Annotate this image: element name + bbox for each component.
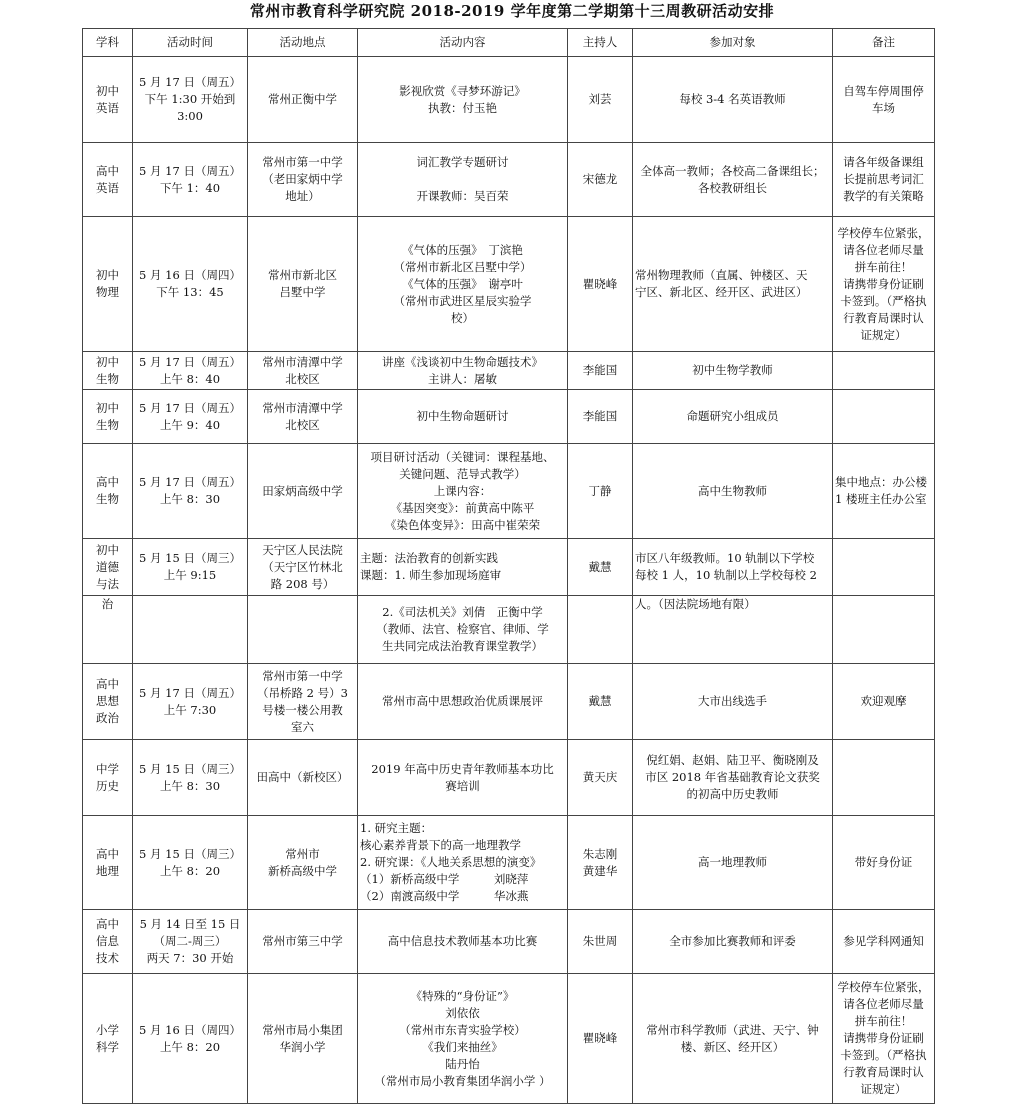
cell-content: 讲座《浅谈初中生物命题技术》 主讲人：屠敏 [358, 352, 568, 390]
cell-host: 朱世周 [568, 910, 633, 974]
cell-note [833, 596, 935, 664]
cell-host: 戴慧 [568, 664, 633, 740]
cell-subject: 高中 英语 [83, 143, 133, 217]
cell-subject: 高中 思想 政治 [83, 664, 133, 740]
cell-host: 宋德龙 [568, 143, 633, 217]
cell-content: 词汇教学专题研讨 开课教师：吴百荣 [358, 143, 568, 217]
cell-content: 高中信息技术教师基本功比赛 [358, 910, 568, 974]
table-row [83, 143, 935, 217]
cell-note: 学校停车位紧张， 请各位老师尽量 拼车前往！ 请携带身份证刷 卡签到。（严格执 行教育局课时认 证规定） [833, 974, 935, 1104]
cell-note: 集中地点：办公楼 1 楼班主任办公室 [833, 444, 935, 539]
cell-participants: 人。（因法院场地有限） [633, 596, 833, 664]
cell-content: 初中生物命题研讨 [358, 390, 568, 444]
cell-participants: 初中生物学教师 [633, 352, 833, 390]
cell-subject: 初中 生物 [83, 390, 133, 444]
cell-host: 李能国 [568, 352, 633, 390]
cell-content: 2019 年高中历史青年教师基本功比 赛培训 [358, 740, 568, 816]
cell-time: 5 月 17 日（周五） 上午 8：30 [133, 444, 248, 539]
cell-participants: 常州物理教师（直属、钟楼区、天 宁区、新北区、经开区、武进区） [633, 217, 833, 352]
schedule-table [82, 28, 935, 1104]
cell-place: 常州市局小集团 华润小学 [248, 974, 358, 1104]
cell-note: 学校停车位紧张， 请各位老师尽量 拼车前往！ 请携带身份证刷 卡签到。（严格执 行教育局课时认 证规定） [833, 217, 935, 352]
cell-host [568, 596, 633, 664]
cell-content: 影视欣赏《寻梦环游记》 执教：付玉艳 [358, 57, 568, 143]
header-participants: 参加对象 [633, 29, 833, 57]
table-row [83, 596, 935, 664]
table-row [83, 740, 935, 816]
cell-participants: 每校 3-4 名英语教师 [633, 57, 833, 143]
table-row [83, 664, 935, 740]
cell-time [133, 596, 248, 664]
cell-participants: 倪红娟、赵娟、陆卫平、衡晓刚及 市区 2018 年省基础教育论文获奖 的初高中历史教师 [633, 740, 833, 816]
cell-host: 瞿晓峰 [568, 974, 633, 1104]
cell-host: 李能国 [568, 390, 633, 444]
table-row [83, 217, 935, 352]
table-row [83, 352, 935, 390]
cell-host: 戴慧 [568, 539, 633, 596]
cell-content: 1. 研究主题： 核心素养背景下的高一地理教学 2. 研究课：《人地关系思想的演变》 （1）新桥高级中学 刘晓萍 （2）南渡高级中学 华冰燕 [358, 816, 568, 910]
cell-note: 带好身份证 [833, 816, 935, 910]
cell-place: 田高中（新校区） [248, 740, 358, 816]
cell-participants: 全市参加比赛教师和评委 [633, 910, 833, 974]
cell-time: 5 月 15 日（周三） 上午 8：20 [133, 816, 248, 910]
cell-note [833, 390, 935, 444]
cell-subject: 高中 地理 [83, 816, 133, 910]
table-row [83, 57, 935, 143]
cell-time: 5 月 17 日（周五） 下午 1:30 开始到 3:00 [133, 57, 248, 143]
cell-content: 《气体的压强》 丁滨艳 （常州市新北区吕墅中学） 《气体的压强》 谢亭叶 （常州市武进区星辰实验学 校） [358, 217, 568, 352]
cell-host: 刘芸 [568, 57, 633, 143]
table-row [83, 910, 935, 974]
cell-content: 《特殊的“身份证”》 刘依依 （常州市东青实验学校） 《我们来抽丝》 陆丹怡 （常州市局小教育集团华润小学 ） [358, 974, 568, 1104]
cell-content: 常州市高中思想政治优质课展评 [358, 664, 568, 740]
cell-time: 5 月 14 日至 15 日 （周二-周三） 两天 7：30 开始 [133, 910, 248, 974]
cell-host: 黄天庆 [568, 740, 633, 816]
cell-note: 自驾车停周围停 车场 [833, 57, 935, 143]
header-time: 活动时间 [133, 29, 248, 57]
cell-place [248, 596, 358, 664]
cell-time: 5 月 16 日（周四） 下午 13：45 [133, 217, 248, 352]
cell-place: 常州市 新桥高级中学 [248, 816, 358, 910]
cell-host: 瞿晓峰 [568, 217, 633, 352]
cell-place: 常州市清潭中学 北校区 [248, 352, 358, 390]
cell-note: 请各年级备课组 长提前思考词汇 教学的有关策略 [833, 143, 935, 217]
table-row [83, 974, 935, 1104]
table-row [83, 539, 935, 596]
cell-host: 丁静 [568, 444, 633, 539]
cell-place: 常州市第一中学 （老田家炳中学 地址） [248, 143, 358, 217]
cell-note: 参见学科网通知 [833, 910, 935, 974]
cell-time: 5 月 15 日（周三） 上午 8：30 [133, 740, 248, 816]
header-note: 备注 [833, 29, 935, 57]
cell-time: 5 月 16 日（周四） 上午 8：20 [133, 974, 248, 1104]
header-host: 主持人 [568, 29, 633, 57]
cell-place: 天宁区人民法院 （天宁区竹林北 路 208 号） [248, 539, 358, 596]
cell-place: 田家炳高级中学 [248, 444, 358, 539]
table-row [83, 816, 935, 910]
cell-participants: 高中生物教师 [633, 444, 833, 539]
cell-time: 5 月 17 日（周五） 上午 9：40 [133, 390, 248, 444]
cell-subject: 小学 科学 [83, 974, 133, 1104]
cell-subject: 中学 历史 [83, 740, 133, 816]
header-content: 活动内容 [358, 29, 568, 57]
cell-subject: 高中 生物 [83, 444, 133, 539]
cell-time: 5 月 17 日（周五） 上午 8：40 [133, 352, 248, 390]
cell-participants: 高一地理教师 [633, 816, 833, 910]
cell-content: 2.《司法机关》刘倩 正衡中学 （教师、法官、检察官、律师、学 生共同完成法治教育课堂教学） [358, 596, 568, 664]
cell-subject: 治 [83, 596, 133, 664]
cell-place: 常州市第一中学 （吊桥路 2 号）3 号楼一楼公用教 室六 [248, 664, 358, 740]
cell-participants: 大市出线选手 [633, 664, 833, 740]
cell-note [833, 539, 935, 596]
cell-content: 主题：法治教育的创新实践 课题：1. 师生参加现场庭审 [358, 539, 568, 596]
cell-time: 5 月 15 日（周三） 上午 9:15 [133, 539, 248, 596]
cell-host: 朱志刚 黄建华 [568, 816, 633, 910]
cell-subject: 初中 物理 [83, 217, 133, 352]
header-subject: 学科 [83, 29, 133, 57]
cell-participants: 命题研究小组成员 [633, 390, 833, 444]
cell-subject: 初中 英语 [83, 57, 133, 143]
cell-subject: 初中 道德 与法 [83, 539, 133, 596]
cell-participants: 常州市科学教师（武进、天宁、钟 楼、新区、经开区） [633, 974, 833, 1104]
table-row [83, 444, 935, 539]
table-row [83, 390, 935, 444]
cell-place: 常州市新北区 吕墅中学 [248, 217, 358, 352]
cell-place: 常州市清潭中学 北校区 [248, 390, 358, 444]
cell-note: 欢迎观摩 [833, 664, 935, 740]
cell-time: 5 月 17 日（周五） 下午 1：40 [133, 143, 248, 217]
page-title: 常州市教育科学研究院 2018-2019 学年度第二学期第十三周教研活动安排 [249, 2, 775, 20]
cell-subject: 初中 生物 [83, 352, 133, 390]
cell-time: 5 月 17 日（周五） 上午 7:30 [133, 664, 248, 740]
header-row [83, 29, 935, 57]
header-place: 活动地点 [248, 29, 358, 57]
cell-participants: 全体高一教师；各校高二备课组长； 各校教研组长 [633, 143, 833, 217]
cell-note [833, 352, 935, 390]
cell-note [833, 740, 935, 816]
cell-participants: 市区八年级教师。10 轨制以下学校 每校 1 人，10 轨制以上学校每校 2 [633, 539, 833, 596]
cell-subject: 高中 信息 技术 [83, 910, 133, 974]
cell-content: 项目研讨活动（关键词：课程基地、 关键问题、范导式教学） 上课内容： 《基因突变》：前黄高中陈平 《染色体变异》：田高中崔荣荣 [358, 444, 568, 539]
cell-place: 常州正衡中学 [248, 57, 358, 143]
cell-place: 常州市第三中学 [248, 910, 358, 974]
